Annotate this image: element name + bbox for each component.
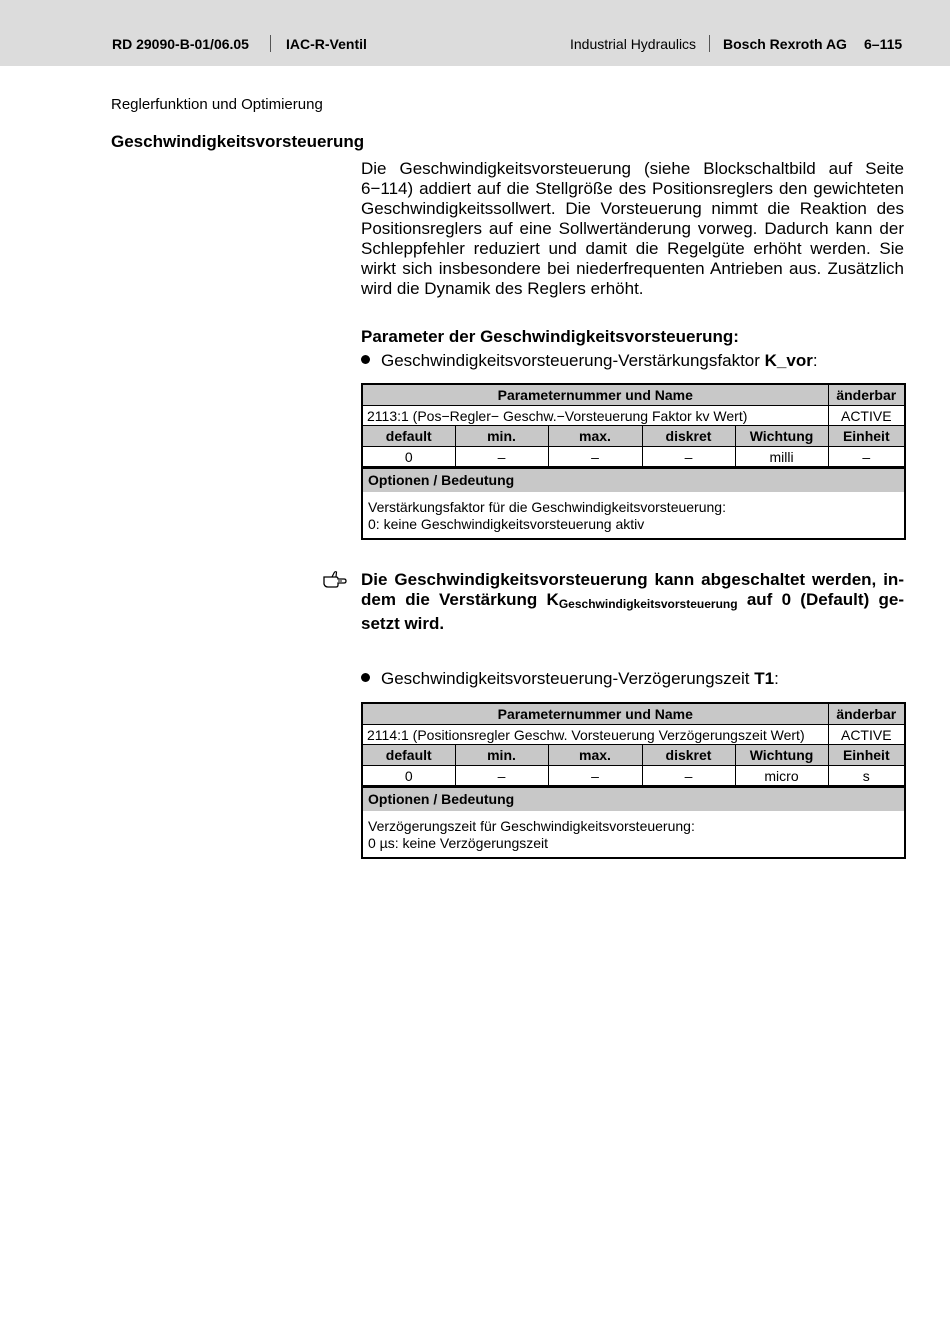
- options-line: 0: keine Geschwindigkeitsvorsteuerung aktiv: [368, 516, 645, 532]
- options-line: Verstärkungsfaktor für die Geschwindigkeitsvorsteuerung:: [368, 499, 726, 515]
- parameter-table: [361, 383, 906, 468]
- division-name: Industrial Hydraulics: [570, 36, 697, 52]
- bullet-end: :: [774, 669, 779, 688]
- col-header: Einheit: [828, 426, 905, 447]
- bullet-text: Geschwindigkeitsvorsteuerung-Verzögerungszeit: [381, 669, 755, 688]
- col-header: default: [362, 426, 455, 447]
- col-header: diskret: [642, 745, 735, 766]
- options-header: Optionen / Bedeutung: [363, 469, 904, 492]
- header-divider: [709, 35, 710, 52]
- table-header-name: Parameternummer und Name: [362, 384, 828, 406]
- col-header: Wichtung: [735, 745, 828, 766]
- page-title: Geschwindigkeitsvorsteuerung: [111, 132, 365, 151]
- col-header: min.: [455, 745, 548, 766]
- table-cell: –: [642, 766, 735, 787]
- pointing-hand-icon: [322, 569, 348, 591]
- section-label: Reglerfunktion und Optimierung: [111, 96, 323, 113]
- col-header: max.: [548, 426, 642, 447]
- bullet-symbol: K_vor: [764, 351, 813, 370]
- options-box: [361, 467, 906, 540]
- col-header: max.: [548, 745, 642, 766]
- note-text-part: Die Geschwindigkeitsvorsteuerung kann abgeschaltet werden, indem die Verstärkung K: [361, 570, 904, 609]
- parameter-changeable: ACTIVE: [828, 725, 905, 745]
- table-cell: s: [828, 766, 905, 787]
- page-number: 6–115: [864, 36, 903, 52]
- doc-number: RD 29090-B-01/06.05: [112, 36, 249, 52]
- options-body: [363, 492, 904, 538]
- table-cell: –: [548, 766, 642, 787]
- options-body: [363, 811, 904, 857]
- bullet-text: Geschwindigkeitsvorsteuerung-Verstärkungsfaktor: [381, 351, 765, 370]
- bullet-item: [361, 351, 818, 371]
- options-header: Optionen / Bedeutung: [363, 788, 904, 811]
- table-cell: –: [455, 766, 548, 787]
- parameter-changeable: ACTIVE: [828, 406, 905, 426]
- col-header: Einheit: [828, 745, 905, 766]
- col-header: Wichtung: [735, 426, 828, 447]
- bullet-end: :: [812, 351, 818, 370]
- company-name: Bosch Rexroth AG: [723, 36, 847, 52]
- options-line: Verzögerungszeit für Geschwindigkeitsvorsteuerung:: [368, 818, 695, 834]
- page-header: [0, 0, 950, 66]
- table-cell: –: [642, 447, 735, 468]
- parameter-name: 2113:1 (Pos−Regler− Geschw.−Vorsteuerung Faktor kv Wert): [362, 406, 828, 426]
- intro-paragraph: Die Geschwindigkeitsvorsteuerung (siehe Blockschaltbild auf Seite 6−114) addiert auf die Stellgröße des Positionsreglers den gewichteten Geschwindigkeitssollwert. Die Vorsteuerung nimmt die Reaktion des Positionsreglers auf eine Sollwertänderung vorweg. Dadurch kann der Schleppfehler reduziert und damit die Regelgüte erhöht werden. Sie wirkt sich insbesondere bei niederfrequenten Antrieben aus. Zusätzlich wird die Dynamik des Reglers erhöht.: [361, 159, 904, 298]
- options-line: 0 µs: keine Verzögerungszeit: [368, 835, 549, 851]
- parameter-table: [361, 702, 906, 787]
- col-header: default: [362, 745, 455, 766]
- options-box: [361, 786, 906, 859]
- col-header: min.: [455, 426, 548, 447]
- table-header-changeable: änderbar: [828, 703, 905, 725]
- bullet-symbol: T1: [754, 669, 775, 688]
- table-cell: 0: [362, 766, 455, 787]
- table-cell: micro: [735, 766, 828, 787]
- header-divider: [270, 35, 271, 52]
- table-header-name: Parameternummer und Name: [362, 703, 828, 725]
- bullet-item: [361, 669, 779, 689]
- note-subscript: Geschwindigkeitsvorsteuerung: [558, 597, 738, 611]
- note-text-part: auf 0 (Default) gesetzt wird.: [361, 590, 905, 633]
- table-cell: –: [455, 447, 548, 468]
- col-header: diskret: [642, 426, 735, 447]
- parameters-heading: Parameter der Geschwindigkeitsvorsteuerung:: [361, 327, 739, 346]
- bullet-icon: [361, 673, 370, 682]
- table-cell: –: [828, 447, 905, 468]
- parameter-name: 2114:1 (Positionsregler Geschw. Vorsteuerung Verzögerungszeit Wert): [362, 725, 828, 745]
- table-cell: milli: [735, 447, 828, 468]
- table-cell: 0: [362, 447, 455, 468]
- table-header-changeable: änderbar: [828, 384, 905, 406]
- bullet-icon: [361, 355, 370, 364]
- table-cell: –: [548, 447, 642, 468]
- note-text: [361, 570, 904, 634]
- product-name: IAC-R-Ventil: [286, 36, 367, 52]
